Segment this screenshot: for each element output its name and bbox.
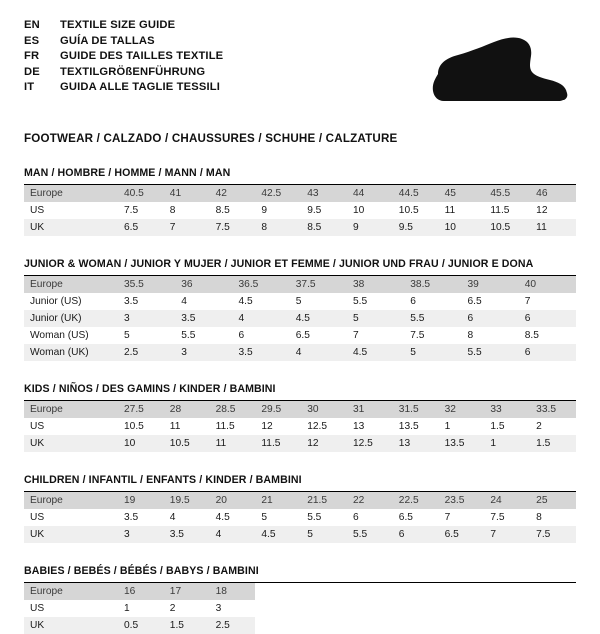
size-cell: 12 [530, 202, 576, 219]
size-cell: 2.5 [210, 617, 256, 634]
row-label: UK [24, 219, 118, 236]
row-label: US [24, 418, 118, 435]
size-cell: 5.5 [175, 327, 232, 344]
size-cell: 7 [519, 293, 576, 310]
table-row [24, 418, 576, 435]
size-cell: 10.5 [118, 418, 164, 435]
language-code: DE [24, 65, 40, 78]
table-header-row [24, 583, 576, 600]
size-cell: 46 [530, 185, 576, 202]
size-cell: 21.5 [301, 492, 347, 509]
size-cell: 32 [439, 401, 485, 418]
size-cell: 7.5 [118, 202, 164, 219]
table-row [24, 293, 576, 310]
size-cell [347, 617, 393, 634]
row-label: UK [24, 526, 118, 543]
size-cell: 11 [164, 418, 210, 435]
size-cell [530, 617, 576, 634]
size-cell: 3.5 [118, 509, 164, 526]
size-cell: 35.5 [118, 276, 175, 293]
row-label: UK [24, 617, 118, 634]
size-cell: 9.5 [301, 202, 347, 219]
size-cell: 4.5 [347, 344, 404, 361]
size-cell: 6 [519, 310, 576, 327]
table-row [24, 310, 576, 327]
size-cell: 1.5 [164, 617, 210, 634]
size-cell: 10.5 [393, 202, 439, 219]
size-cell [393, 600, 439, 617]
size-cell [347, 600, 393, 617]
size-cell: 6.5 [290, 327, 347, 344]
size-cell: 18 [210, 583, 256, 600]
table-row [24, 344, 576, 361]
size-cell: 29.5 [255, 401, 301, 418]
size-cell: 7 [439, 509, 485, 526]
size-cell: 33 [484, 401, 530, 418]
size-cell: 0.5 [118, 617, 164, 634]
size-block-title: BABIES / BEBÉS / BÉBÉS / BABYS / BAMBINI [24, 565, 576, 583]
category-title: FOOTWEAR / CALZADO / CHAUSSURES / SCHUHE / CALZATURE [24, 132, 398, 145]
size-cell: 42 [210, 185, 256, 202]
size-cell: 7.5 [530, 526, 576, 543]
size-cell: 11.5 [484, 202, 530, 219]
row-label: Europe [24, 276, 118, 293]
size-cell: 5.5 [347, 293, 404, 310]
size-cell: 2.5 [118, 344, 175, 361]
size-cell: 8 [164, 202, 210, 219]
size-cell: 4.5 [210, 509, 256, 526]
size-cell: 8.5 [210, 202, 256, 219]
table-row [24, 600, 576, 617]
document-header [24, 18, 576, 114]
size-cell: 2 [164, 600, 210, 617]
size-cell [439, 600, 485, 617]
size-cell: 9.5 [393, 219, 439, 236]
size-cell: 1 [439, 418, 485, 435]
size-cell: 36.5 [233, 276, 290, 293]
table-row [24, 202, 576, 219]
language-row [24, 18, 576, 34]
size-cell: 31 [347, 401, 393, 418]
size-block [24, 383, 576, 452]
size-cell: 10 [118, 435, 164, 452]
size-cell: 3.5 [233, 344, 290, 361]
size-cell: 5 [255, 509, 301, 526]
row-label: UK [24, 435, 118, 452]
size-cell: 5.5 [404, 310, 461, 327]
size-cell: 38 [347, 276, 404, 293]
size-cell [484, 583, 530, 600]
size-cell: 5 [290, 293, 347, 310]
size-block [24, 474, 576, 543]
table-header-row [24, 276, 576, 293]
size-cell: 5 [118, 327, 175, 344]
size-cell: 38.5 [404, 276, 461, 293]
language-code: ES [24, 34, 40, 47]
size-cell: 7 [347, 327, 404, 344]
size-cell: 6 [404, 293, 461, 310]
size-cell [439, 583, 485, 600]
row-label: Europe [24, 583, 118, 600]
size-cell: 3.5 [118, 293, 175, 310]
size-cell: 12 [255, 418, 301, 435]
size-cell: 36 [175, 276, 232, 293]
size-cell: 19 [118, 492, 164, 509]
size-cell: 12.5 [301, 418, 347, 435]
size-cell: 3.5 [175, 310, 232, 327]
size-cell: 5.5 [301, 509, 347, 526]
size-cell: 4 [290, 344, 347, 361]
size-cell: 45 [439, 185, 485, 202]
size-block [24, 258, 576, 361]
size-block-title: MAN / HOMBRE / HOMME / MANN / MAN [24, 167, 576, 185]
size-table [24, 583, 576, 634]
size-cell: 11 [439, 202, 485, 219]
size-table [24, 185, 576, 236]
size-cell: 44 [347, 185, 393, 202]
size-cell: 2 [530, 418, 576, 435]
size-cell: 1 [484, 435, 530, 452]
size-cell: 10 [439, 219, 485, 236]
size-cell: 4 [175, 293, 232, 310]
size-cell [255, 583, 301, 600]
size-block-title: JUNIOR & WOMAN / JUNIOR Y MUJER / JUNIOR ET FEMME / JUNIOR UND FRAU / JUNIOR E DONA [24, 258, 576, 276]
size-cell: 6.5 [393, 509, 439, 526]
size-cell: 5 [404, 344, 461, 361]
dress-shoe-icon [380, 36, 570, 108]
size-cell: 4.5 [255, 526, 301, 543]
size-cell: 37.5 [290, 276, 347, 293]
size-cell: 1 [118, 600, 164, 617]
size-cell: 19.5 [164, 492, 210, 509]
size-cell: 25 [530, 492, 576, 509]
row-label: US [24, 600, 118, 617]
size-cell: 4 [233, 310, 290, 327]
size-cell: 27.5 [118, 401, 164, 418]
table-row [24, 327, 576, 344]
size-cell: 39 [462, 276, 519, 293]
size-cell: 42.5 [255, 185, 301, 202]
size-cell [393, 583, 439, 600]
size-cell: 3 [210, 600, 256, 617]
size-block-title: CHILDREN / INFANTIL / ENFANTS / KINDER / BAMBINI [24, 474, 576, 492]
table-header-row [24, 401, 576, 418]
size-cell [301, 617, 347, 634]
row-label: Junior (UK) [24, 310, 118, 327]
size-cell: 43 [301, 185, 347, 202]
size-cell [439, 617, 485, 634]
row-label: Woman (UK) [24, 344, 118, 361]
size-cell: 10.5 [484, 219, 530, 236]
table-row [24, 617, 576, 634]
size-cell: 11 [210, 435, 256, 452]
size-cell: 9 [255, 202, 301, 219]
size-cell: 30 [301, 401, 347, 418]
size-cell: 16 [118, 583, 164, 600]
size-cell: 28.5 [210, 401, 256, 418]
size-cell [255, 600, 301, 617]
size-cell: 11.5 [210, 418, 256, 435]
language-code: FR [24, 50, 40, 62]
size-cell: 40 [519, 276, 576, 293]
size-cell: 7.5 [484, 509, 530, 526]
size-cell: 20 [210, 492, 256, 509]
size-cell: 10 [347, 202, 393, 219]
size-cell: 11 [530, 219, 576, 236]
row-label: Europe [24, 492, 118, 509]
language-title: TEXTILE SIZE GUIDE [60, 19, 176, 31]
table-row [24, 435, 576, 452]
size-cell: 45.5 [484, 185, 530, 202]
size-cell: 31.5 [393, 401, 439, 418]
size-cell: 8 [530, 509, 576, 526]
size-cell [393, 617, 439, 634]
table-header-row [24, 492, 576, 509]
size-cell: 5 [347, 310, 404, 327]
language-title: GUIDE DES TAILLES TEXTILE [60, 50, 224, 62]
language-title: TEXTILGRÖßENFÜHRUNG [60, 65, 206, 78]
language-code: EN [24, 19, 40, 31]
language-title: GUÍA DE TALLAS [60, 34, 155, 47]
size-cell: 28 [164, 401, 210, 418]
size-block [24, 167, 576, 236]
size-cell: 6 [393, 526, 439, 543]
size-cell: 22 [347, 492, 393, 509]
language-title: GUIDA ALLE TAGLIE TESSILI [60, 81, 220, 93]
table-row [24, 526, 576, 543]
table-header-row [24, 185, 576, 202]
size-cell: 7 [164, 219, 210, 236]
size-cell: 13.5 [439, 435, 485, 452]
size-cell: 6 [519, 344, 576, 361]
size-cell: 12.5 [347, 435, 393, 452]
size-cell: 13 [393, 435, 439, 452]
size-cell: 6.5 [439, 526, 485, 543]
size-cell: 7.5 [404, 327, 461, 344]
size-block-title: KIDS / NIÑOS / DES GAMINS / KINDER / BAMBINI [24, 383, 576, 401]
size-cell: 41 [164, 185, 210, 202]
table-row [24, 509, 576, 526]
row-label: US [24, 202, 118, 219]
size-cell: 5 [301, 526, 347, 543]
size-cell [484, 600, 530, 617]
size-table [24, 276, 576, 361]
size-cell: 5.5 [347, 526, 393, 543]
size-cell: 44.5 [393, 185, 439, 202]
size-cell: 6 [462, 310, 519, 327]
size-cell: 5.5 [462, 344, 519, 361]
size-cell: 1.5 [484, 418, 530, 435]
size-cell: 22.5 [393, 492, 439, 509]
row-label: Junior (US) [24, 293, 118, 310]
size-cell: 4.5 [233, 293, 290, 310]
size-cell: 3 [175, 344, 232, 361]
size-cell: 4.5 [290, 310, 347, 327]
language-code: IT [24, 81, 35, 93]
size-cell [484, 617, 530, 634]
size-cell: 4 [164, 509, 210, 526]
size-tables-container [24, 167, 576, 634]
size-cell: 12 [301, 435, 347, 452]
size-cell: 8.5 [519, 327, 576, 344]
size-cell: 7.5 [210, 219, 256, 236]
size-cell: 3 [118, 526, 164, 543]
size-cell: 6 [233, 327, 290, 344]
size-cell [530, 583, 576, 600]
row-label: Europe [24, 401, 118, 418]
row-label: Woman (US) [24, 327, 118, 344]
size-cell [301, 583, 347, 600]
size-cell: 11.5 [255, 435, 301, 452]
size-cell [530, 600, 576, 617]
size-cell: 8.5 [301, 219, 347, 236]
row-label: US [24, 509, 118, 526]
size-cell: 8 [462, 327, 519, 344]
size-cell: 21 [255, 492, 301, 509]
size-cell [301, 600, 347, 617]
size-cell: 13.5 [393, 418, 439, 435]
size-cell: 17 [164, 583, 210, 600]
size-cell: 13 [347, 418, 393, 435]
size-cell: 8 [255, 219, 301, 236]
size-cell [347, 583, 393, 600]
size-cell [255, 617, 301, 634]
size-cell: 6.5 [118, 219, 164, 236]
size-table [24, 401, 576, 452]
size-cell: 1.5 [530, 435, 576, 452]
size-cell: 6 [347, 509, 393, 526]
row-label: Europe [24, 185, 118, 202]
size-cell: 6.5 [462, 293, 519, 310]
size-cell: 9 [347, 219, 393, 236]
size-cell: 24 [484, 492, 530, 509]
size-table [24, 492, 576, 543]
size-cell: 4 [210, 526, 256, 543]
size-cell: 40.5 [118, 185, 164, 202]
size-cell: 23.5 [439, 492, 485, 509]
size-cell: 7 [484, 526, 530, 543]
table-row [24, 219, 576, 236]
size-cell: 3.5 [164, 526, 210, 543]
size-cell: 33.5 [530, 401, 576, 418]
size-cell: 3 [118, 310, 175, 327]
size-cell: 10.5 [164, 435, 210, 452]
